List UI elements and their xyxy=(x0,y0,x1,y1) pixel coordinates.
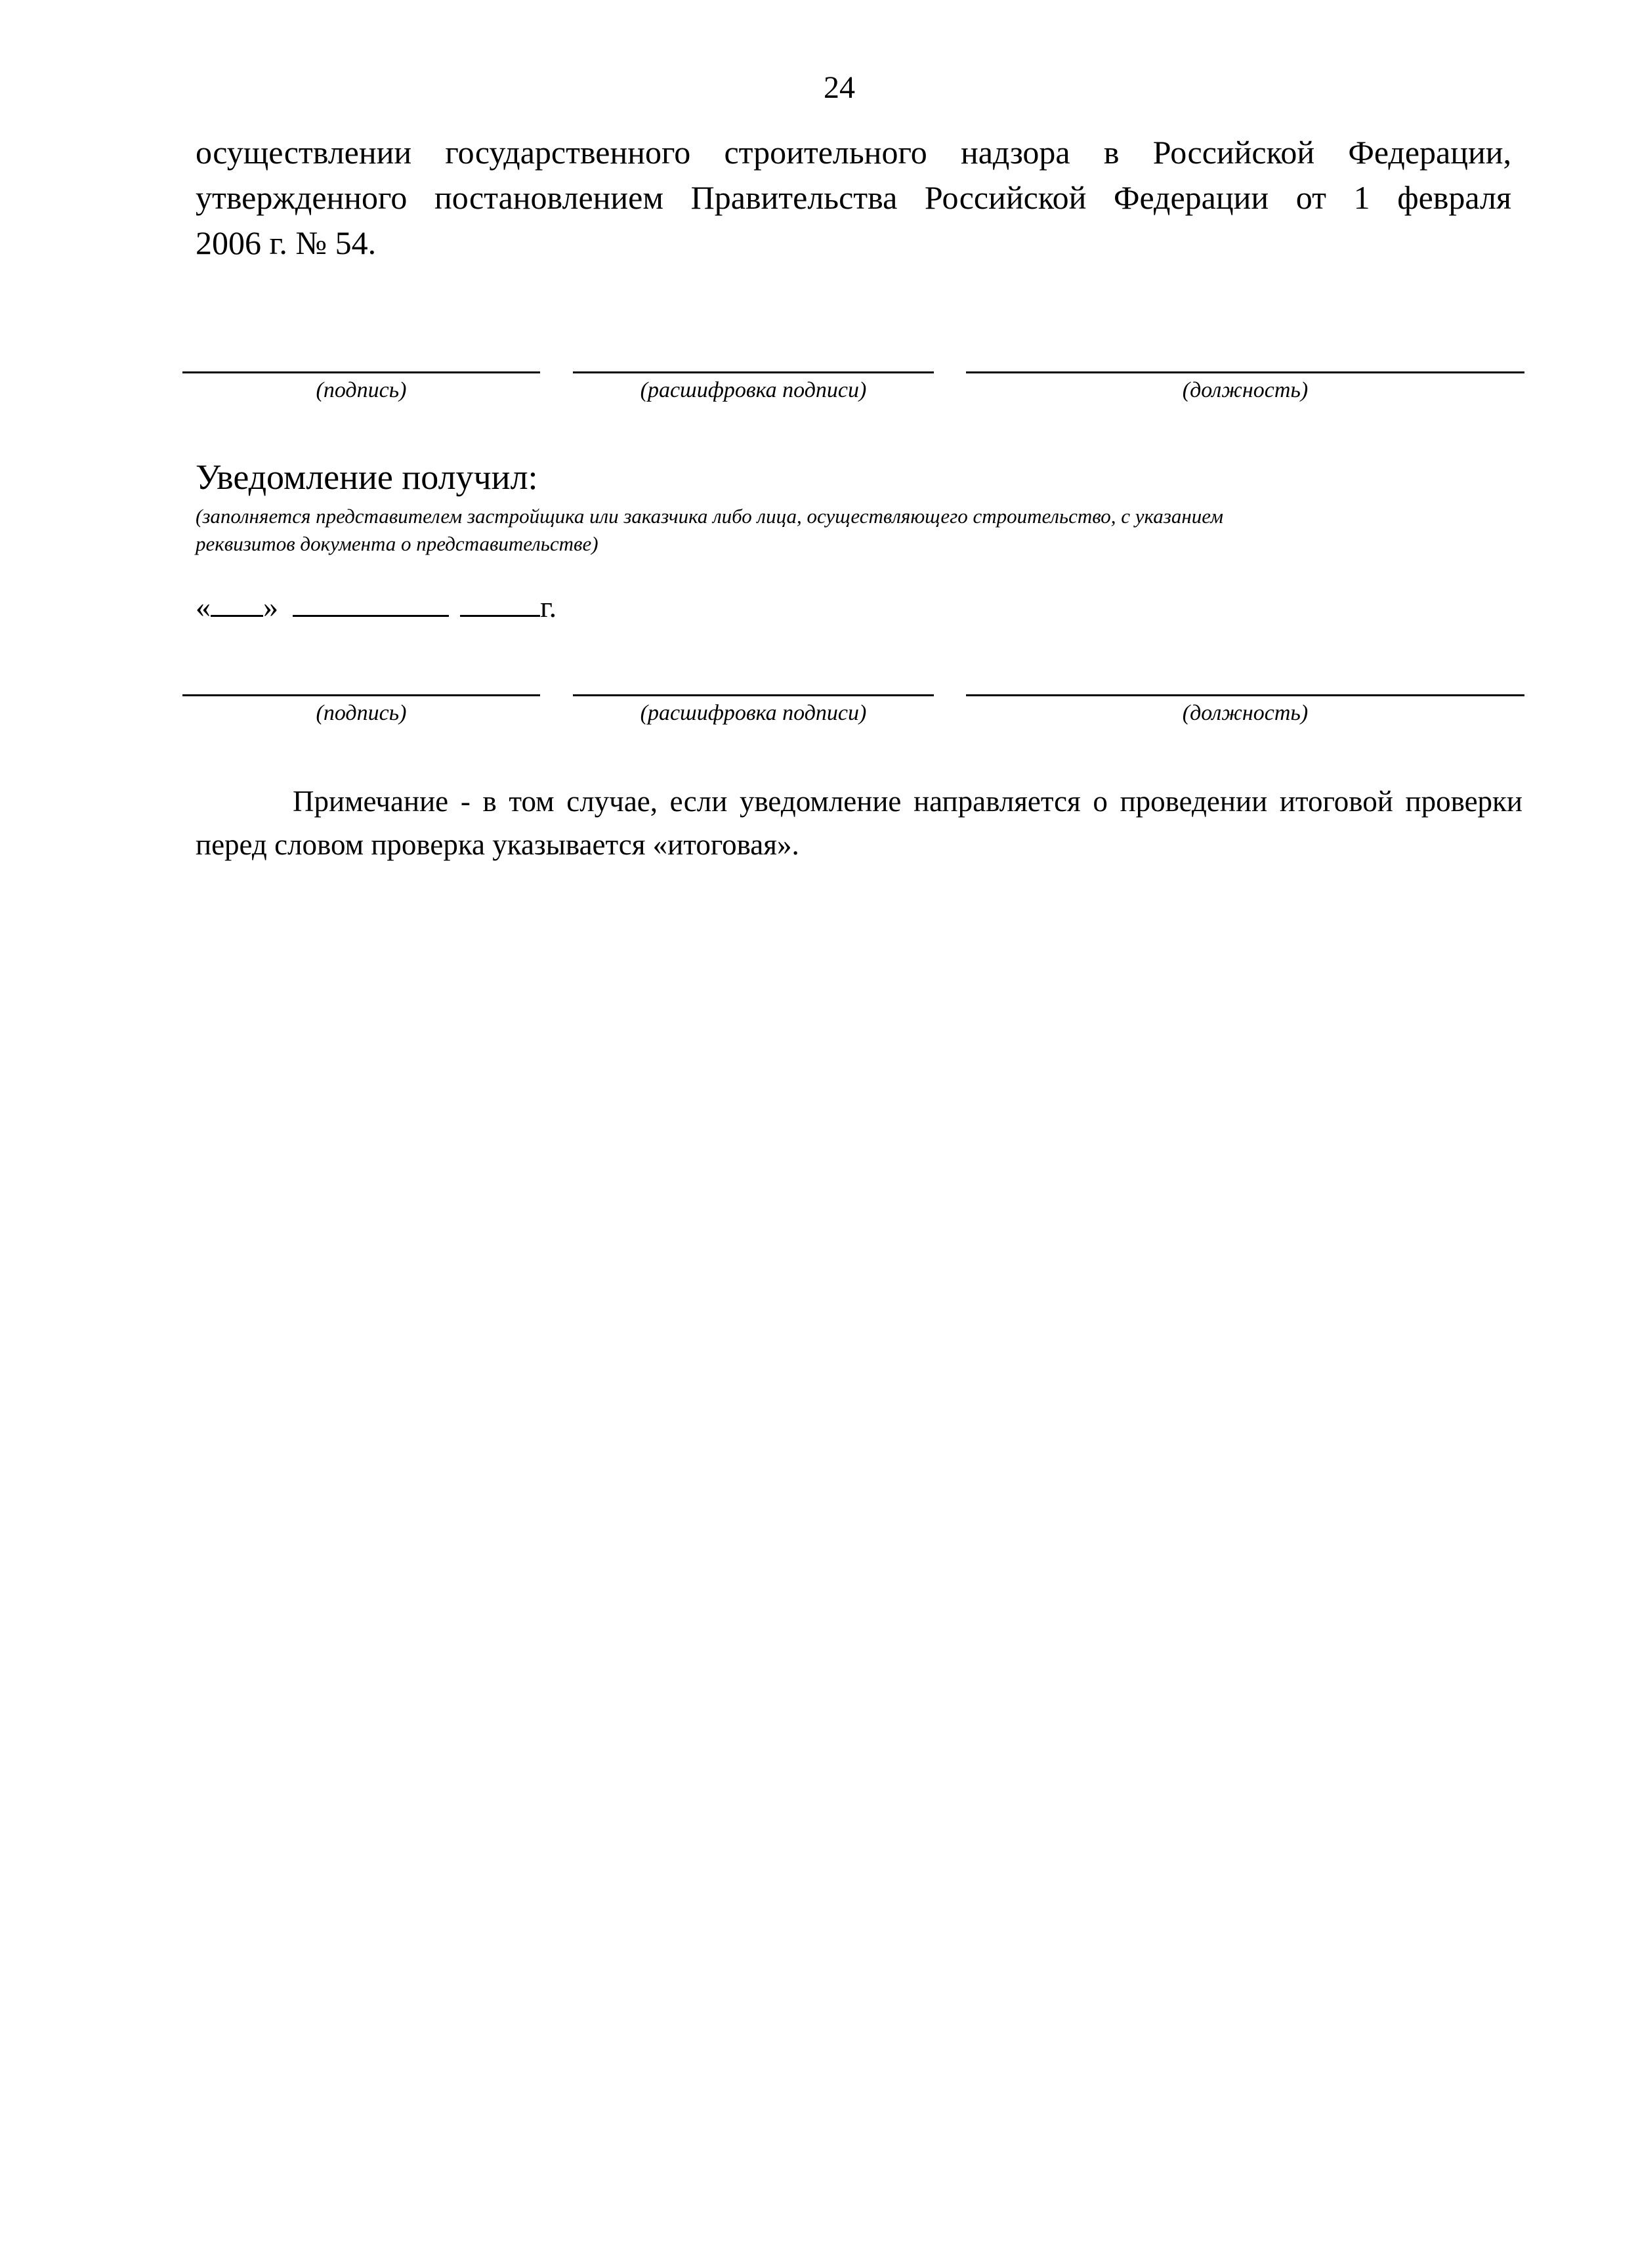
month-blank[interactable] xyxy=(293,593,449,617)
footnote-line: перед словом проверка указывается «итоговая». xyxy=(196,828,799,861)
footnote xyxy=(196,780,1522,866)
date-close-quote: » xyxy=(263,590,278,623)
signature-decoding-caption: (расшифровка подписи) xyxy=(640,378,867,402)
position-line xyxy=(966,371,1524,373)
signature-line xyxy=(182,371,540,373)
position-caption: (должность) xyxy=(1182,378,1309,402)
intro-line: осуществлении государственного строительного надзора в Российской Федерации, xyxy=(196,134,1511,171)
signature-caption: (подпись) xyxy=(316,378,407,402)
received-note-line: реквизитов документа о представительстве) xyxy=(196,532,598,555)
date-open-quote: « xyxy=(196,590,211,623)
received-title: Уведомление получил: xyxy=(196,457,538,497)
received-note xyxy=(196,503,1482,558)
intro-line: 2006 г. № 54. xyxy=(196,224,377,261)
page-number: 24 xyxy=(824,70,855,105)
day-blank[interactable] xyxy=(211,593,263,617)
signature-decoding-line xyxy=(573,371,934,373)
position-line xyxy=(966,694,1524,696)
intro-paragraph xyxy=(196,130,1511,266)
received-note-line: (заполняется представителем застройщика или заказчика либо лица, осуществляющего строительство, с указанием xyxy=(196,505,1224,528)
footnote-line: Примечание - в том случае, если уведомление направляется о проведении итоговой проверки xyxy=(293,785,1522,818)
intro-line: утвержденного постановлением Правительства Российской Федерации от 1 февраля xyxy=(196,179,1511,216)
date-line xyxy=(196,592,556,622)
signature-decoding-caption: (расшифровка подписи) xyxy=(640,701,867,725)
year-blank[interactable] xyxy=(460,593,540,617)
position-caption: (должность) xyxy=(1182,701,1309,725)
date-year-suffix: г. xyxy=(540,590,557,623)
signature-decoding-line xyxy=(573,694,934,696)
signature-line xyxy=(182,694,540,696)
signature-caption: (подпись) xyxy=(316,701,407,725)
